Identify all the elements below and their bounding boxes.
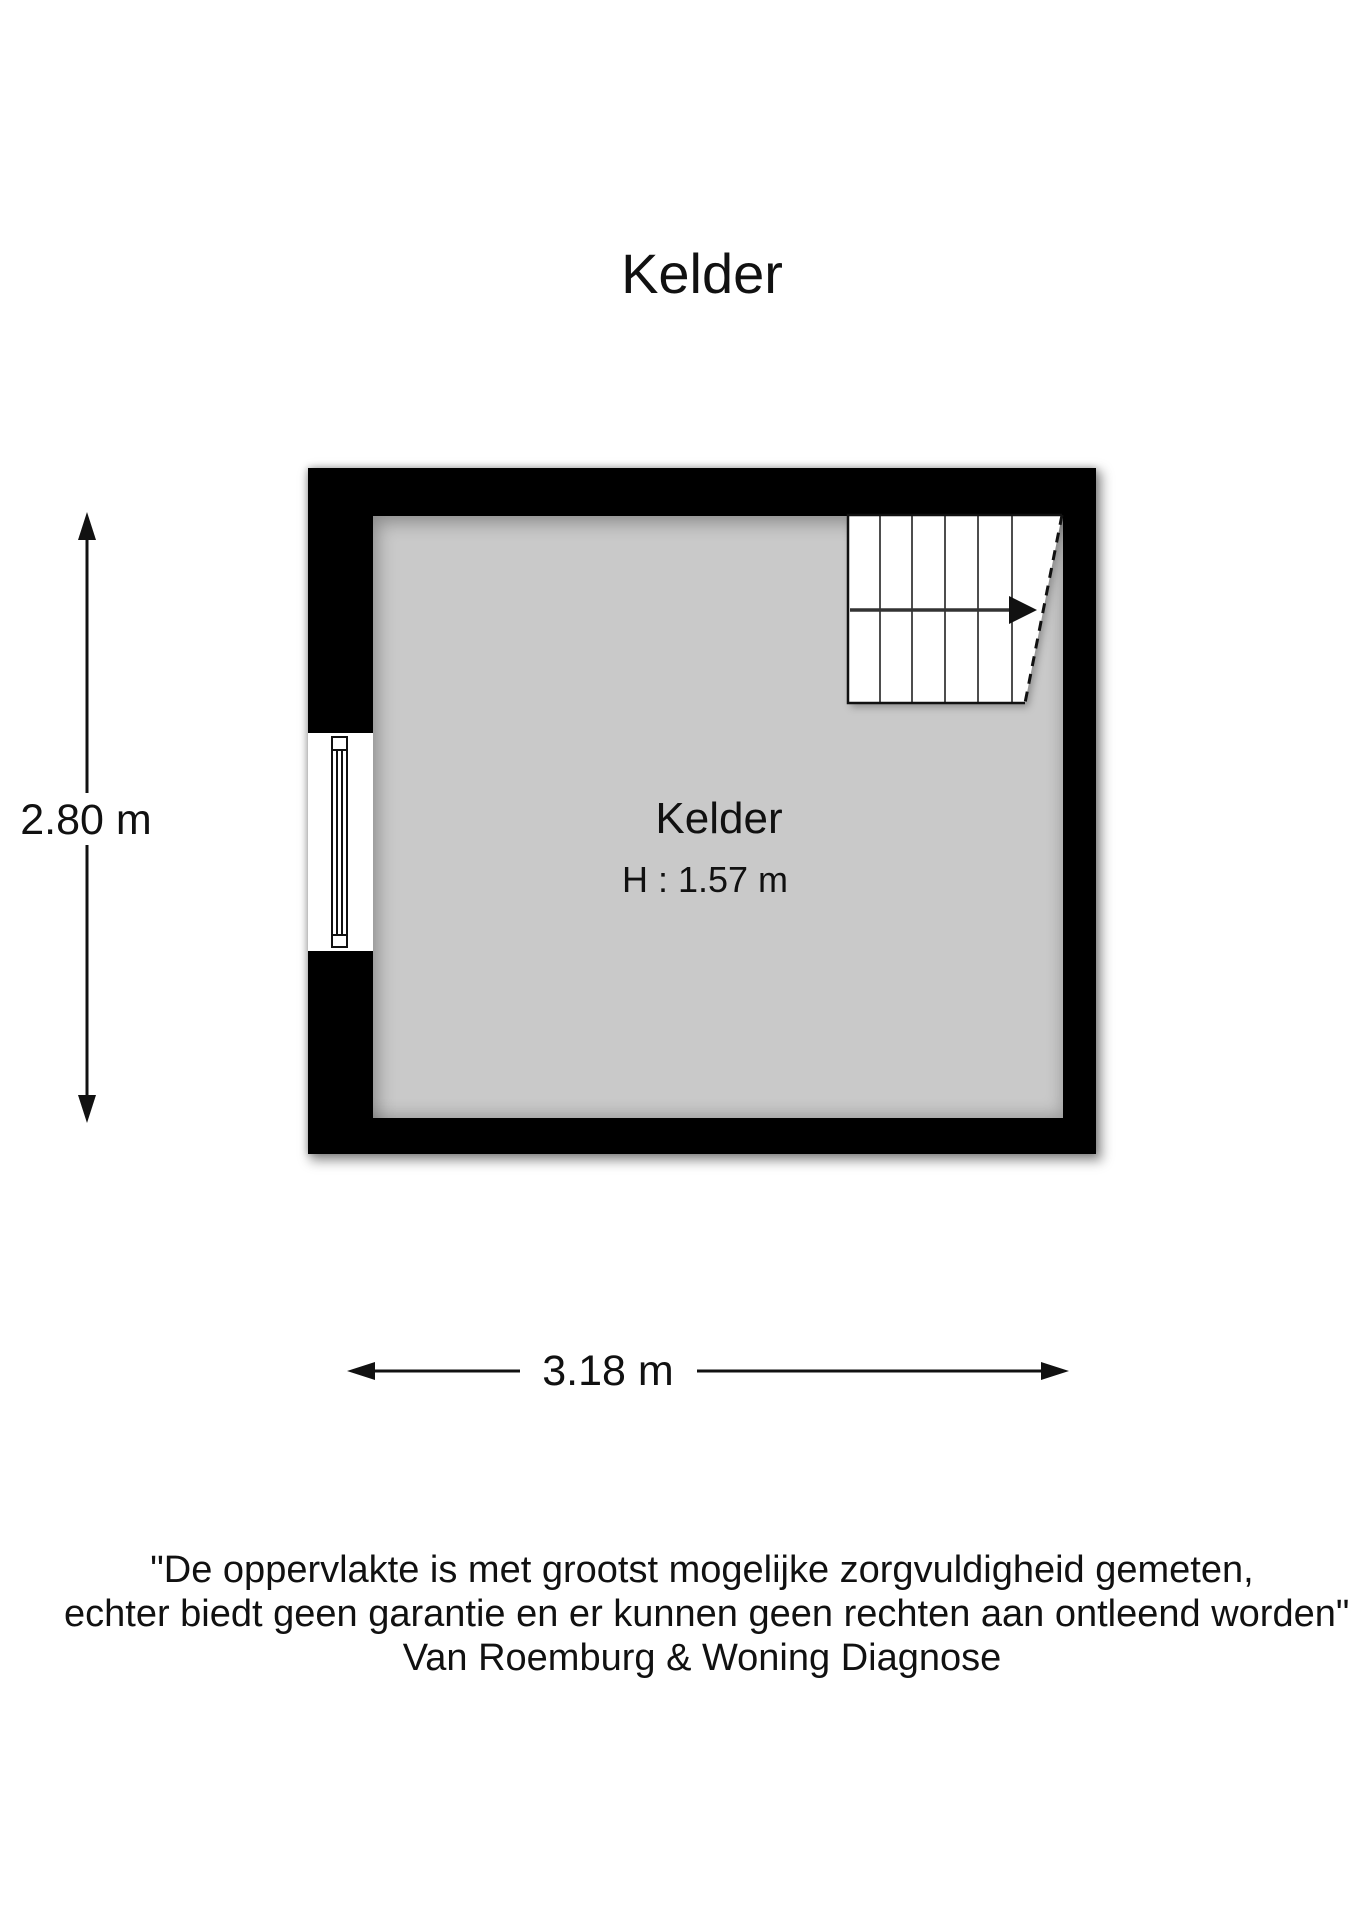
page-title: Kelder (621, 242, 783, 305)
disclaimer-line-3: Van Roemburg & Woning Diagnose (402, 1637, 1002, 1679)
window-frame-top (333, 738, 346, 751)
arrow-up-icon (78, 512, 96, 540)
disclaimer-line-2: echter biedt geen garantie en er kunnen geen rechten aan ontleend worden" (64, 1593, 1350, 1635)
disclaimer-text (64, 1548, 1350, 1680)
width-dimension-label: 3.18 m (542, 1347, 674, 1395)
arrow-down-icon (78, 1095, 96, 1123)
window-glazing-icon (331, 736, 348, 948)
height-dimension-label: 2.80 m (20, 796, 152, 844)
room-ceiling-height-label: H : 1.57 m (621, 859, 789, 900)
window-pane (336, 751, 343, 934)
window-frame-bottom (333, 934, 346, 946)
window-left-wall (308, 733, 373, 951)
arrow-right-icon (1041, 1362, 1069, 1380)
staircase (847, 514, 1064, 704)
disclaimer-line-1: "De oppervlakte is met grootst mogelijke zorgvuldigheid gemeten, (150, 1549, 1254, 1591)
arrow-left-icon (347, 1362, 375, 1380)
room-name-label: Kelder (655, 794, 783, 843)
